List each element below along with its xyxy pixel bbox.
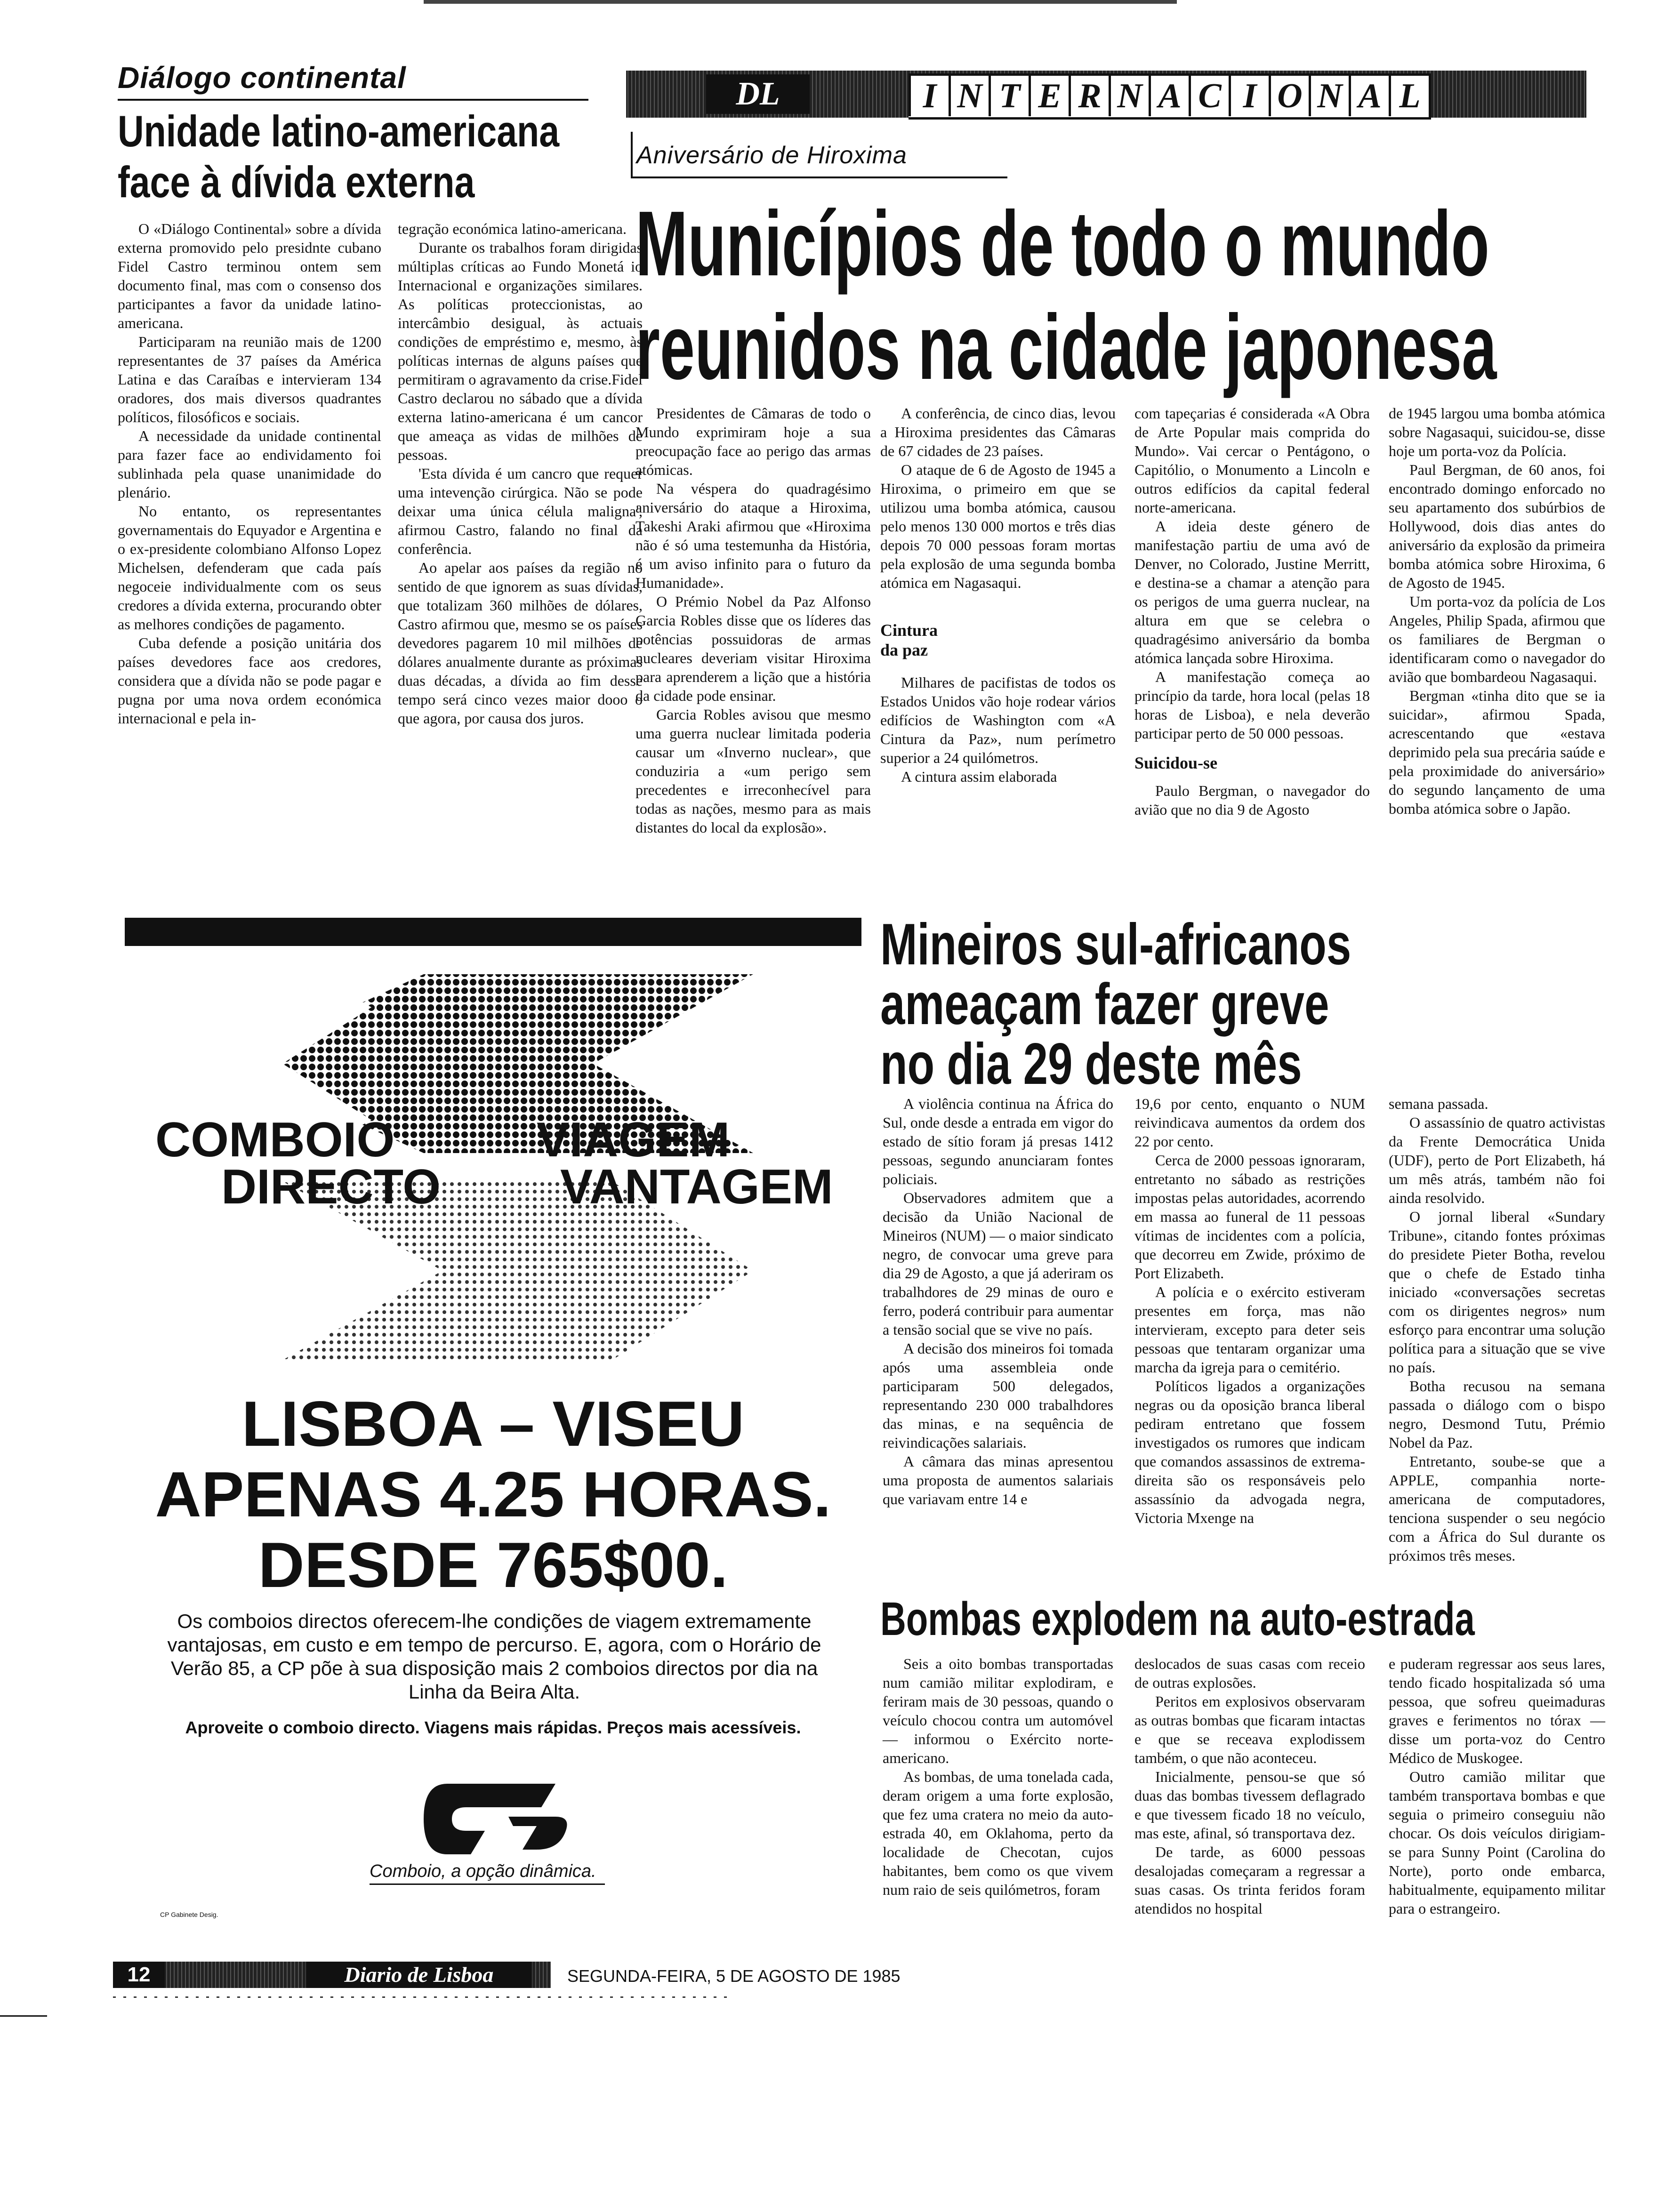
footer — [113, 1962, 932, 1988]
mineiros-headline-line2: ameaçam fazer greve — [880, 972, 1329, 1037]
paragraph: A violência continua na África do Sul, onde desde a entrada em vigor do estado de sítio foram já presas 1412 pessoas, segundo anunciaram fontes policiais. — [883, 1095, 1113, 1187]
hiroxima-column-2 — [880, 404, 1116, 786]
paragraph: Cuba defende a posição unitária dos países devedores face aos credores, considera que a dívida não se pode pagar e pugna por uma nova ordem económica internacional e pela in- — [118, 634, 381, 727]
paragraph: Inicialmente, pensou-se que só duas das bombas tivessem deflagrado e que tivessem ficado 18 no veículo, mas este, afinal, só transportava dez. — [1134, 1768, 1365, 1842]
ad-left-text-line1: COMBOIO — [155, 1113, 395, 1167]
hiroxima-kicker-vrule — [631, 132, 633, 178]
hiroxima-kicker-rule — [631, 176, 1007, 178]
section-letter: E — [1029, 76, 1069, 116]
section-title-internacional — [909, 73, 1431, 120]
hiroxima-column-3 — [1134, 404, 1370, 819]
paragraph: O «Diálogo Continental» sobre a dívida externa promovido pelo presidnte cubano Fidel Castro terminou ontem sem documento final, mas com o consenso dos participantes a favor da unidade latino-americana. — [118, 220, 381, 331]
paragraph: Ao apelar aos países da região no sentido de que ignorem as suas dívidas, que totalizam 360 milhões de dólares, Castro afirmou que, mesmo se os países devedores pagarem 10 mil milhões de dólares anualmente durante as próximas duas décadas, a dívida ao fim desse tempo será cinco vezes maior dooo o que agora, por causa dos juros. — [398, 559, 643, 727]
hiroxima-kicker: Aniversário de Hiroxima — [636, 142, 907, 169]
hiroxima-column-4 — [1389, 404, 1605, 818]
section-letter: N — [1309, 76, 1349, 116]
bombas-column-3 — [1389, 1654, 1605, 1918]
paragraph: Paulo Bergman, o navegador do avião que no dia 9 de Agosto — [1134, 782, 1370, 818]
dialogo-headline-line1: Unidade latino-americana — [118, 106, 560, 156]
mineiros-column-2 — [1134, 1094, 1365, 1527]
paragraph: deslocados de suas casas com receio de outras explosões. — [1134, 1655, 1365, 1691]
paragraph: Garcia Robles avisou que mesmo uma guerra nuclear limitada poderia causar um «Inverno nuclear», que conduziria a «um perigo sem precedentes e irreconhecível para todas as nações, mesmo para as mais distantes do local da explosão». — [635, 706, 871, 836]
section-masthead — [626, 71, 1586, 118]
hiroxima-column-1 — [635, 404, 871, 837]
dialogo-kicker: Diálogo continental — [118, 61, 406, 95]
paragraph: Botha recusou na semana passada o diálogo com o bispo negro, Desmond Tutu, Prémio Nobel da Paz. — [1389, 1378, 1605, 1451]
section-letter: I — [1229, 76, 1269, 116]
paragraph: Durante os trabalhos foram dirigidas múltiplas críticas ao Fundo Monetá io Internacional e organizações similares. As políticas proteccionistas, ao intercâmbio desigual, às actuais condições de empréstimo e, mesmo, às políticas internas de alguns países que permitiram o agravamento da crise.Fidel Castro declarou no sábado que a dívida externa latino-americana é um cancor que ameaça as vidas de milhões de pessoas. — [398, 239, 643, 463]
ad-top-bar — [125, 918, 861, 946]
section-letter: O — [1269, 76, 1309, 116]
section-letter: A — [1349, 76, 1389, 116]
paragraph: tegração económica latino-americana. — [398, 220, 627, 237]
paragraph: Entretanto, soube-se que a APPLE, companhia norte-americana de computadores, tenciona suspender o seu negócio com a África do Sul durante os próximos três meses. — [1389, 1453, 1605, 1564]
paragraph: com tapeçarias é considerada «A Obra de Arte Popular mais comprida do Mundo». Vai cercar o Pentágono, o Capitólio, o Monumento a Lincoln e outros edifícios da capital federal norte-americana. — [1134, 405, 1370, 516]
hiroxima-column-3-bottom — [1134, 781, 1370, 819]
section-letter: A — [1149, 76, 1189, 116]
footer-masthead-bar — [165, 1962, 551, 1988]
paragraph: A ideia deste género de manifestação partiu de uma avó de Denver, no Colorado, Justine Merritt, e destina-se a chamar a atenção para os perigos de uma guerra nuclear, na altura em que se celebra o quadragésimo aniversário da bomba atómica lançada sobre Hiroxima. — [1134, 518, 1370, 666]
paragraph: De tarde, as 6000 pessoas desalojadas começaram a regressar a suas casas. Os trinta feridos foram atendidos no hospital — [1134, 1843, 1365, 1917]
dialogo-kicker-rule — [118, 99, 588, 101]
paragraph: O jornal liberal «Sundary Tribune», citando fontes próximas do presidete Pieter Botha, revelou que o chefe de Estado tinha iniciado «conversações secretas com os dirigentes negros» num esforço para encontrar uma solução política para a situação que se vive no país. — [1389, 1208, 1605, 1376]
section-letter: N — [1109, 76, 1149, 116]
hiroxima-column-3-top — [1134, 404, 1370, 743]
paragraph: Bergman «tinha dito que se ia suicidar», afirmou Spada, acrescentando que «estava deprimido pela sua precária saúde e pela proximidade do aniversário» do segundo lançamento de uma bomba atómica sobre o Japão. — [1389, 687, 1605, 817]
section-letter: I — [909, 76, 949, 116]
cp-logo-icon — [414, 1774, 574, 1859]
paragraph: Observadores admitem que a decisão da União Nacional de Mineiros (NUM) — o maior sindicato negro, de convocar uma greve para dia 29 de Agosto, a que já aderiram os trabalhdores de 29 minas de ouro e ferro, poderá contribuir para aumentar a tensão social que se vive no país. — [883, 1189, 1113, 1338]
paragraph: A decisão dos mineiros foi tomada após uma assembleia onde participaram 500 delegados, representando 230 000 trabalhdores das minas, e na sequência de reivindicações salariais. — [883, 1340, 1113, 1451]
dl-logo: DL — [706, 74, 810, 114]
subhead-cintura-da-paz: Cintura da paz — [880, 621, 938, 659]
paragraph: Cerca de 2000 pessoas ignoraram, entretanto no sábado as restrições impostas pelas autoridades, acorrendo em massa ao funeral de 11 pessoas vítimas de incidentes com a polícia, que decorreu em Zwide, próximo de Port Elizabeth. — [1134, 1152, 1365, 1282]
paragraph: O Prémio Nobel da Paz Alfonso Garcia Robles disse que os líderes das potências possuidoras de armas nucleares deveriam visitar Hiroxima para aprenderem a lição que a história da cidade pode ensinar. — [635, 593, 871, 704]
ad-big-line1: LISBOA – VISEU — [241, 1388, 745, 1459]
bombas-column-1 — [883, 1654, 1113, 1899]
ad-slogan: Comboio, a opção dinâmica. — [370, 1861, 605, 1885]
left-margin-mark — [0, 2015, 47, 2017]
paragraph: Seis a oito bombas transportadas num camião militar explodiram, e feriram mais de 30 pessoas, quando o veículo chocou contra um automóvel — informou o Exército norte-americano. — [883, 1655, 1113, 1766]
paragraph: Paul Bergman, de 60 anos, foi encontrado domingo enforcado no seu apartamento dos subúrbios de Hollywood, dois dias antes do aniversário da explosão da primeira bomba atómica sobre Hiroxima, 6 de Agosto de 1945. — [1389, 461, 1605, 591]
ad-tagline: Aproveite o comboio directo. Viagens mais rápidas. Preços mais acessíveis. — [185, 1718, 801, 1737]
mineiros-column-3 — [1389, 1094, 1605, 1565]
bombas-column-2 — [1134, 1654, 1365, 1918]
paragraph: de 1945 largou uma bomba atómica sobre Nagasaqui, suicidou-se, disse hoje um porta-voz da Polícia. — [1389, 405, 1605, 459]
paragraph: e puderam regressar aos seus lares, tendo ficado hospitalizada só uma pessoa, que sofreu queimaduras graves e ferimentos no tórax — disse um porta-voz do Centro Médico de Muskogee. — [1389, 1655, 1605, 1766]
footer-paper-name: Diario de Lisboa — [306, 1962, 532, 1988]
footer-date: SEGUNDA-FEIRA, 5 DE AGOSTO DE 1985 — [567, 1966, 901, 1986]
mineiros-headline-line1: Mineiros sul-africanos — [880, 912, 1351, 977]
cp-logo — [414, 1774, 574, 1859]
paragraph: Presidentes de Câmaras de todo o Mundo exprimiram hoje a sua preocupação face ao perigo das armas atómicas. — [635, 405, 871, 478]
subhead-suicidou-se: Suicidou-se — [1134, 753, 1218, 772]
paragraph: A conferência, de cinco dias, levou a Hiroxima presidentes das Câmaras de 67 cidades de 23 países. — [880, 405, 1116, 459]
ad-credit: CP Gabinete Desig. — [160, 1911, 218, 1918]
ad-right-text-line1: VIAGEM — [537, 1113, 730, 1167]
ad-body-text: Os comboios directos oferecem-lhe condições de viagem extremamente vantajosas, em custo e em tempo de percurso. E, agora, com o Horário de Verão 85, a CP põe à sua disposição mais 2 comboios directos por dia na Linha da Beira Alta. — [167, 1610, 821, 1703]
paragraph: Na véspera do quadragésimo aniversário do ataque a Hiroxima, Takeshi Araki afirmou que «Hiroxima não é só uma testemunha da História, é um aviso infinito para o futuro da Humanidade». — [635, 480, 871, 591]
paragraph: A manifestação começa ao princípio da tarde, hora local (pelas 18 horas de Lisboa), e nela deverão participar perto de 50 000 pessoas. — [1134, 668, 1370, 742]
hiroxima-column-2-bottom — [880, 673, 1116, 786]
top-edge-rule — [424, 0, 1177, 4]
section-letter: L — [1389, 76, 1429, 116]
paragraph: Peritos em explosivos observaram as outras bombas que ficaram intactas e que se receava explodissem também, o que não aconteceu. — [1134, 1693, 1365, 1766]
hiroxima-column-2-top — [880, 404, 1116, 592]
ad-right-text-line2: VANTAGEM — [560, 1160, 833, 1214]
paragraph: Outro camião militar que também transportava bombas e que seguia o primeiro conseguiu não chocar. Os dois veículos dirigiam-se para Sunny Point (Carolina do Norte), porto onde embarca, habitualmente, equipamento militar para o estrangeiro. — [1389, 1768, 1605, 1917]
mineiros-headline-line3: no dia 29 deste mês — [880, 1032, 1302, 1097]
paragraph: Milhares de pacifistas de todos os Estados Unidos vão hoje rodear vários edifícios de Washington com «A Cintura da Paz», num perímetro superior a 24 quilómetros. — [880, 674, 1116, 766]
ad-left-text-line2: DIRECTO — [221, 1160, 441, 1214]
dialogo-column-2 — [398, 219, 643, 728]
section-letter: N — [949, 76, 989, 116]
dialogo-headline-line2: face à dívida externa — [118, 157, 475, 207]
paragraph: 'Esta dívida é um cancro que requer uma intevenção cirúrgica. Não se pode deixar uma única célula maligna', afirmou Castro, falando no final da conferência. — [398, 465, 643, 557]
paragraph: O assassínio de quatro activistas da Frente Democrática Unida (UDF), perto de Port Elizabeth, há um mês atrás, também não foi ainda resolvido. — [1389, 1114, 1605, 1206]
paragraph: A polícia e o exército estiveram presentes em força, mas não intervieram, excepto para deter seis pessoas que tentaram organizar uma marcha da igreja para o cemitério. — [1134, 1283, 1365, 1376]
ad-big-line2: APENAS 4.25 HORAS. — [155, 1459, 831, 1530]
page-number: 12 — [113, 1962, 165, 1988]
paragraph: Políticos ligados a organizações negras ou da oposição branca liberal pediram entretano que fossem investigados os rumores que indicam que comandos assassinos de extrema-direita são os responsáveis pelo assassínio da advogada negra, Victoria Mxenge na — [1134, 1378, 1365, 1526]
section-letter: R — [1069, 76, 1109, 116]
paragraph: A cintura assim elaborada — [901, 768, 1057, 785]
section-letter: T — [989, 76, 1029, 116]
section-letter: C — [1189, 76, 1229, 116]
mineiros-column-1 — [883, 1094, 1113, 1508]
bombas-headline: Bombas explodem na auto-estrada — [880, 1593, 1475, 1645]
hiroxima-headline-line1: Municípios de todo o mundo — [635, 192, 1489, 295]
paragraph: A necessidade da unidade continental para fazer face ao endividamento foi sublinhada pela quase unanimidade do plenário. — [118, 427, 381, 501]
paragraph: semana passada. — [1389, 1095, 1488, 1112]
hiroxima-headline-line2: reunidos na cidade japonesa — [635, 296, 1497, 399]
paragraph: Participaram na reunião mais de 1200 representantes de 37 países da América Latina e das Caraíbas e intervieram 134 oradores, dos mais diversos quadrantes políticos, filosóficos e sociais. — [118, 333, 381, 425]
paragraph: As bombas, de uma tonelada cada, deram origem a uma forte explosão, que fez uma cratera no meio da auto-estrada 40, em Oklahoma, perto da localidade de Checotan, cujos habitantes, bem como os que vivem num raio de seis quilómetros, foram — [883, 1768, 1113, 1898]
paragraph: Um porta-voz da polícia de Los Angeles, Philip Spada, afirmou que os familiares de Bergman o identificaram como o navegador do avião que bombardeou Nagasaqui. — [1389, 593, 1605, 685]
paragraph: No entanto, os representantes governamentais do Equyador e Argentina e o ex-presidente colombiano Alfonso Lopez Michelsen, defenderam que cada país negoceie individualmente com os seus credores a dívida externa, procurando obter as melhores condições de pagamento. — [118, 503, 381, 633]
dialogo-column-1 — [118, 219, 381, 728]
ad-big-line3: DESDE 765$00. — [258, 1529, 728, 1601]
footer-dotted-rule — [113, 1996, 734, 1998]
paragraph: 19,6 por cento, enquanto o NUM reivindicava aumentos da ordem dos 22 por cento. — [1134, 1095, 1365, 1150]
paragraph: O ataque de 6 de Agosto de 1945 a Hiroxima, o primeiro em que se utilizou uma bomba atómica, causou pelo menos 130 000 mortos e três dias depois 70 000 pessoas foram mortas pela explosão de uma segunda bomba atómica em Nagasaqui. — [880, 461, 1116, 591]
paragraph: A câmara das minas apresentou uma proposta de aumentos salariais que variavam entre 14 e — [883, 1453, 1113, 1507]
